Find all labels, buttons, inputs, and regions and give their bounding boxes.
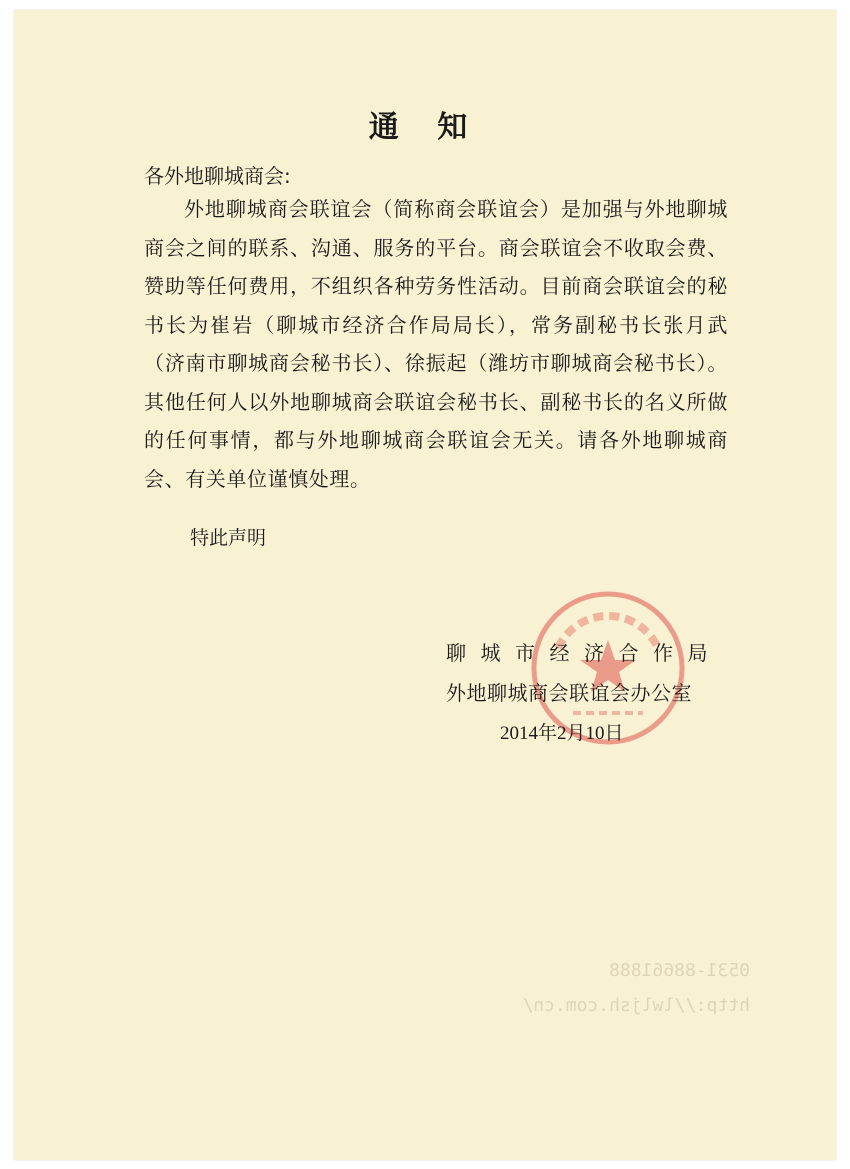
bleed-through-text: http://lwljsh.com.cn/	[522, 995, 750, 1016]
salutation: 各外地聊城商会:	[144, 164, 291, 188]
notice-title: 通 知	[368, 110, 482, 145]
document-page	[14, 10, 836, 1160]
signature-org-liaison-office: 外地聊城商会联谊会办公室	[446, 681, 692, 705]
closing-statement: 特此声明	[190, 527, 267, 549]
signature-org-economic-cooperation-bureau: 聊城市经济合作局	[446, 641, 722, 665]
signature-date: 2014年2月10日	[500, 723, 624, 744]
notice-body: 外地聊城商会联谊会（简称商会联谊会）是加强与外地聊城商会之间的联系、沟通、服务的平台。商会联谊会不收取会费、赞助等任何费用，不组织各种劳务性活动。目前商会联谊会的秘书长为崔岩（聊城市经济合作局局长），常务副秘书长张月武（济南市聊城商会秘书长）、徐振起（潍坊市聊城商会秘书长）。其他任何人以外地聊城商会联谊会秘书长、副秘书长的名义所做的任何事情，都与外地聊城商会联谊会无关。请各外地聊城商会、有关单位谨慎处理。	[144, 197, 728, 491]
bleed-through-text: 0531-88661888	[609, 960, 750, 981]
